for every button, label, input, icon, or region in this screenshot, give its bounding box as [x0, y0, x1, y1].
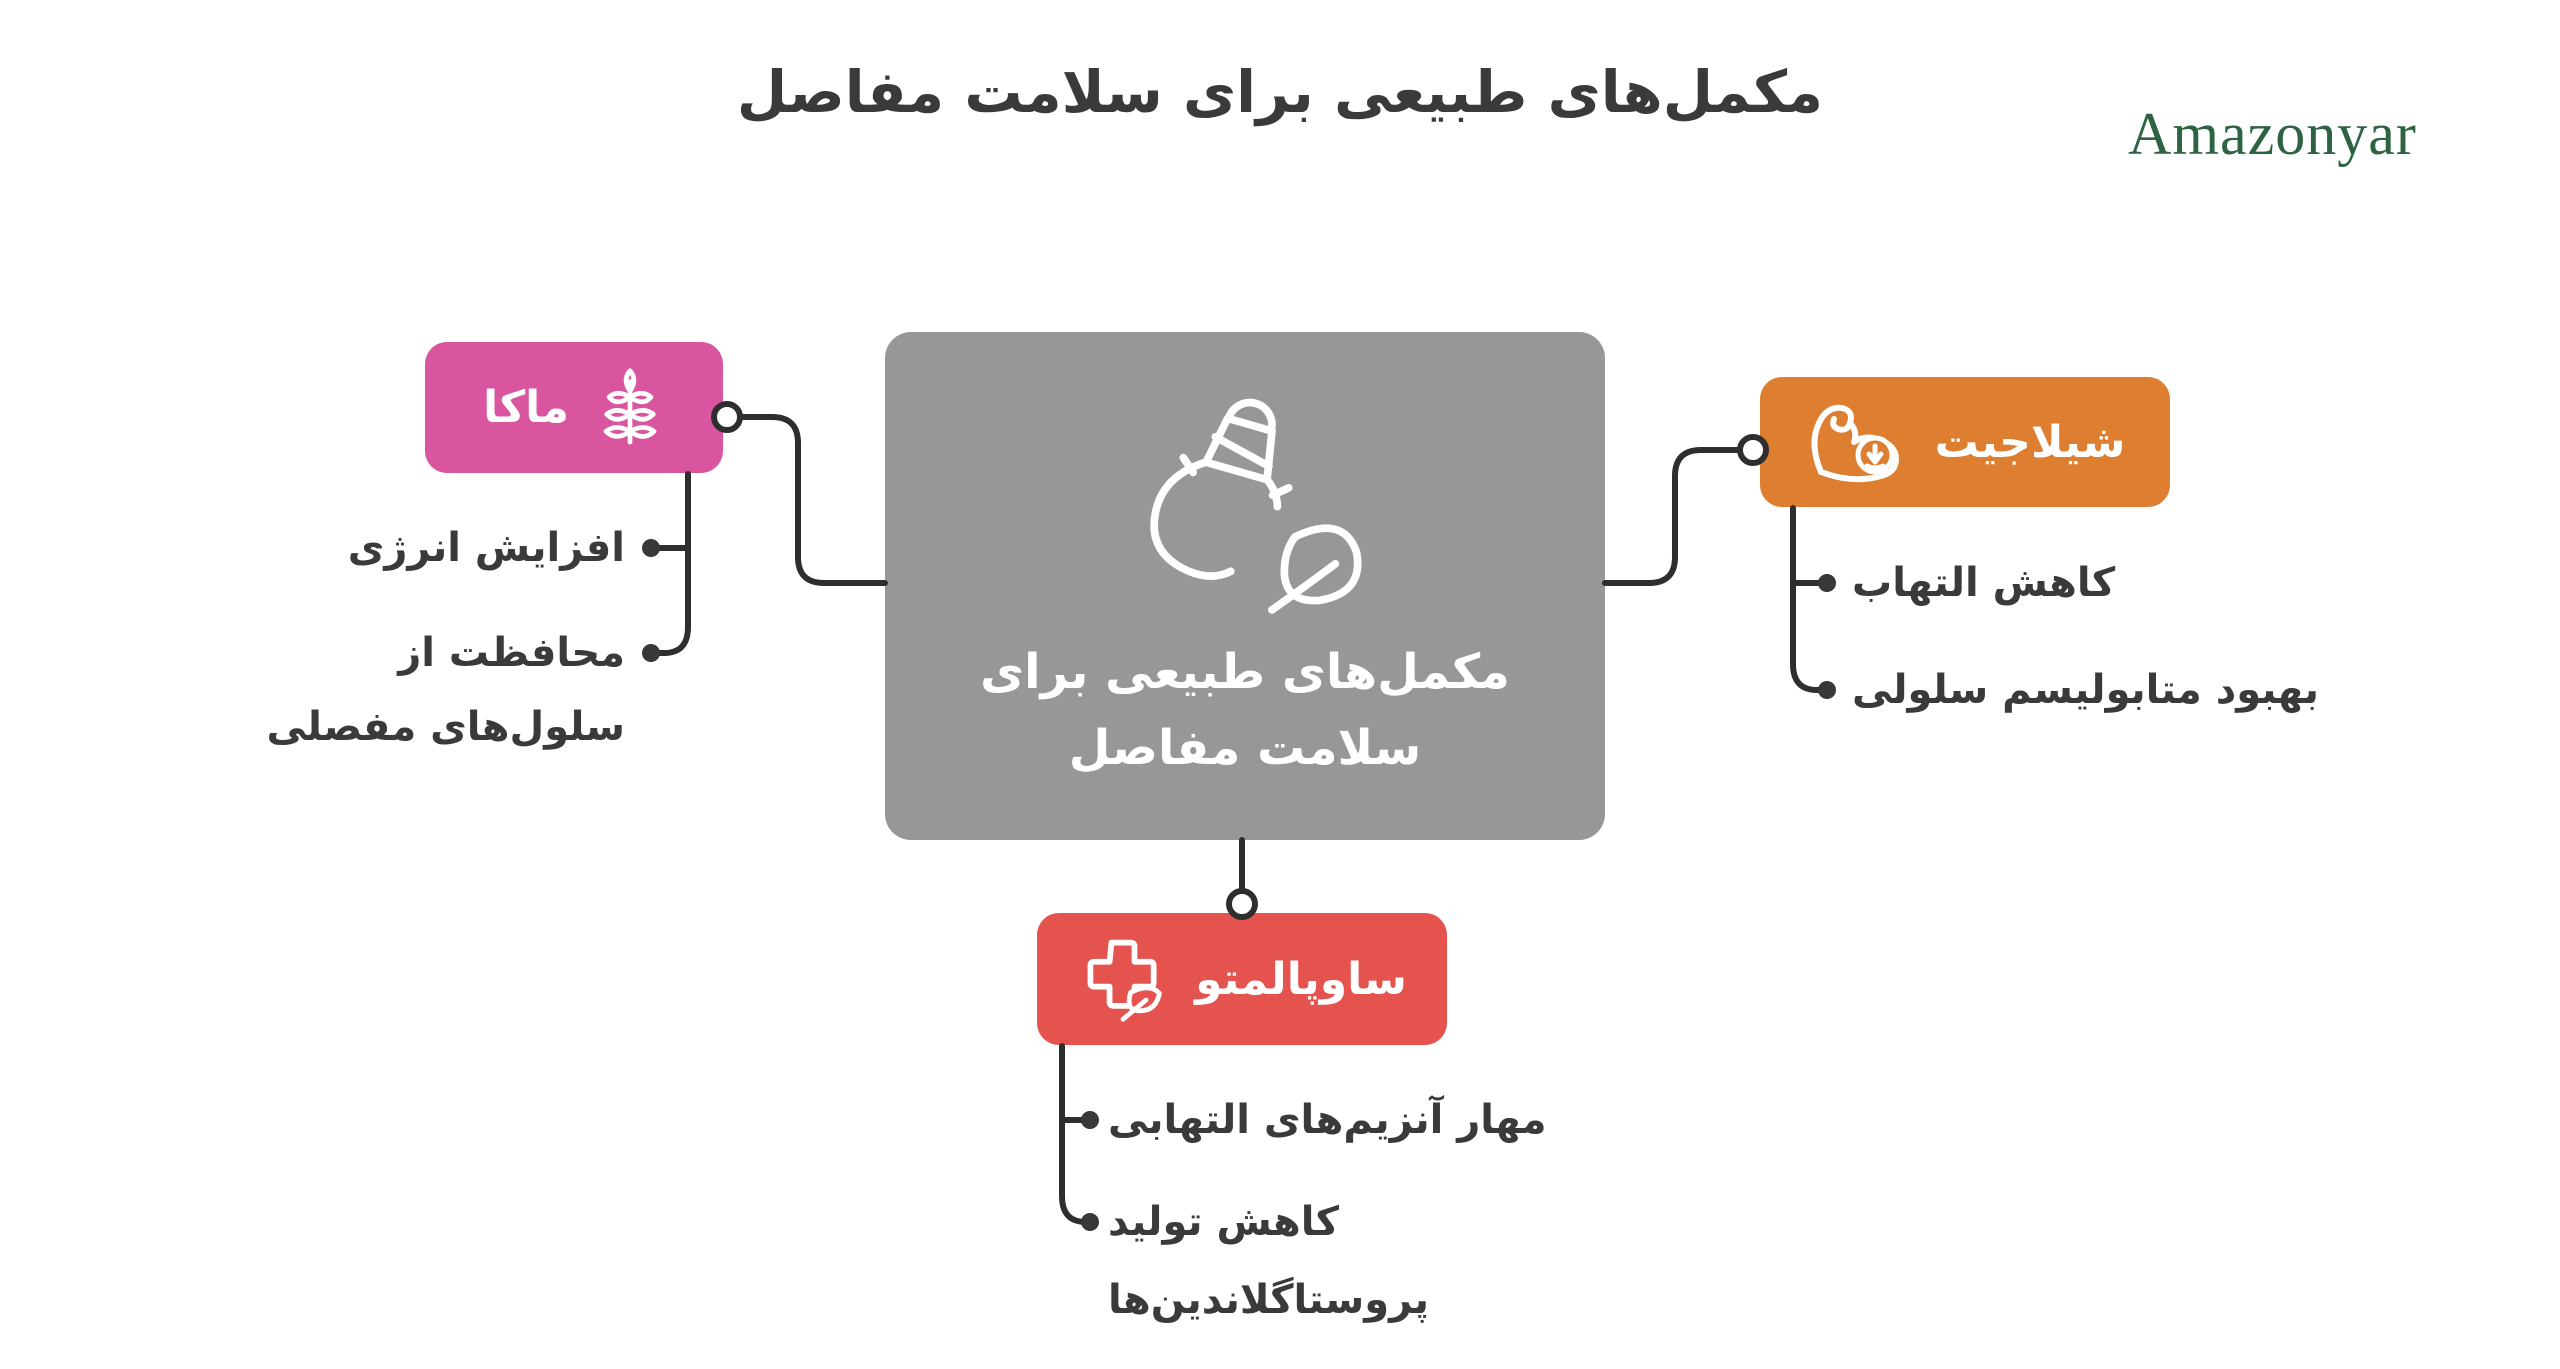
- benefit-item-shilajit-1: کاهش التهاب: [1852, 560, 2116, 606]
- page-title: مکمل‌های طبیعی برای سلامت مفاصل: [736, 58, 1824, 126]
- benefit-item-shilajit-2: بهبود متابولیسم سلولی: [1852, 667, 2320, 713]
- branch-node-maca: [425, 342, 723, 473]
- branch-node-saw-palmetto: [1037, 913, 1447, 1045]
- bullet-dot: [1081, 1213, 1099, 1231]
- medical-cross-leaf-icon: [1077, 933, 1169, 1025]
- lightbulb-leaf-icon: [1120, 392, 1370, 624]
- branch-node-shilajit: [1760, 377, 2170, 507]
- brand-logo: Amazonyar: [2128, 101, 2417, 167]
- branch-label-maca: ماکا: [483, 382, 569, 433]
- branch-label-shilajit: شیلاجیت: [1934, 416, 2126, 468]
- muscle-arm-icon: [1805, 396, 1909, 488]
- benefit-item-saw-1: مهار آنزیم‌های التهابی: [1108, 1097, 1547, 1143]
- bullet-dot: [642, 539, 660, 557]
- wire-center-shilajit: [1605, 450, 1739, 583]
- wire-maca-center: [741, 417, 885, 583]
- benefit-item-maca-2: محافظت از سلول‌های مفصلی: [266, 630, 625, 750]
- plant-sprig-icon: [595, 362, 665, 454]
- benefit-item-saw-2: کاهش تولید پروستاگلاندین‌ها: [1108, 1199, 1429, 1323]
- central-topic-node: [885, 332, 1605, 840]
- bullet-dot: [1818, 681, 1836, 699]
- wire-maca-bullets: [660, 474, 688, 653]
- benefit-item-maca-1: افزایش انرژی: [347, 525, 625, 571]
- bullet-dot: [642, 644, 660, 662]
- branch-label-saw-palmetto: ساوپالمتو: [1195, 953, 1407, 1005]
- wire-saw-bullets: [1062, 1046, 1086, 1222]
- central-topic-label: مکمل‌های طبیعی برای سلامت مفاصل: [980, 644, 1510, 776]
- wire-shilajit-bullets: [1793, 508, 1820, 690]
- bullet-dot: [1818, 574, 1836, 592]
- bullet-dot: [1081, 1111, 1099, 1129]
